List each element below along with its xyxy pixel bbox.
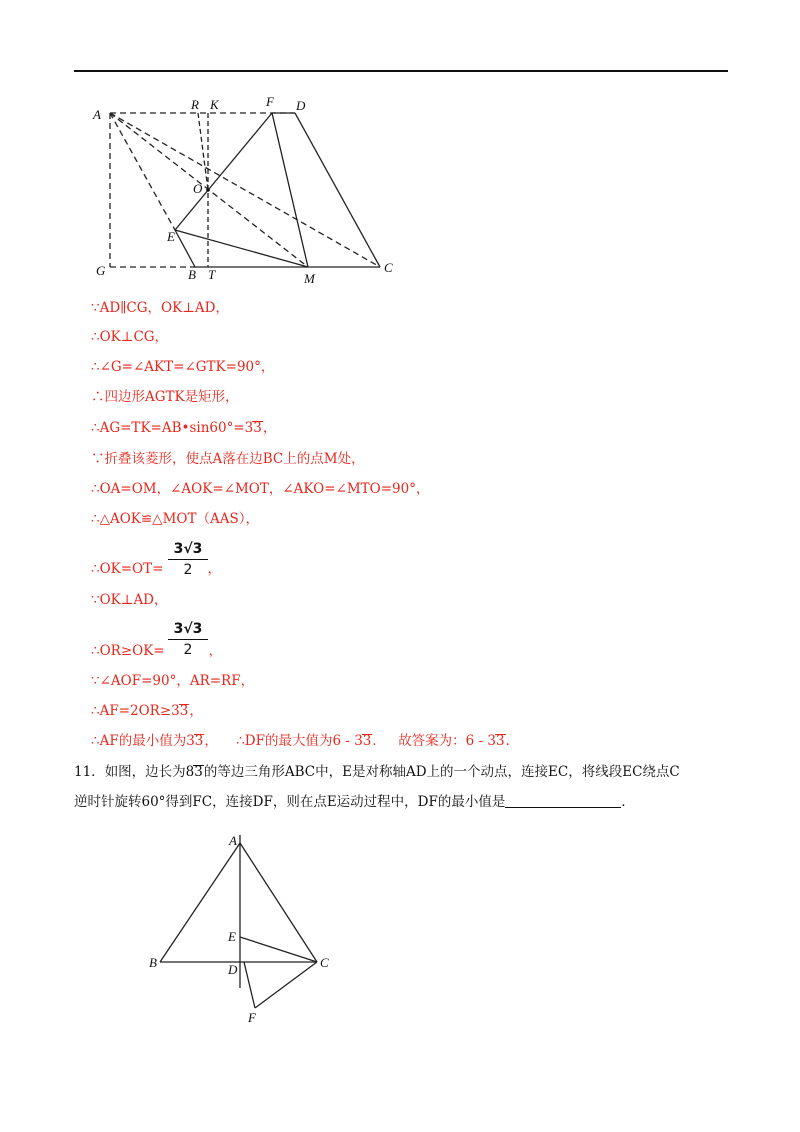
sqrt-symbol: 3 [253, 420, 262, 436]
label-O: O [193, 181, 203, 196]
label-T: T [208, 267, 216, 282]
solution-line-2: ∴OK⊥CG， [91, 329, 169, 345]
label-M: M [304, 271, 315, 286]
label-A: A [93, 107, 101, 122]
solution-line-11: ∴OR≥OK= ， [91, 643, 223, 659]
label-G: G [96, 263, 106, 278]
solution-line-14: ∴AF的最小值为33， ∴DF的最大值为6 - 33． 故答案为：6 - 33． [91, 733, 520, 749]
solution-line-6: ∵折叠该菱形，使点A落在边BC上的点M处， [91, 451, 365, 467]
solution-line-13: ∴AF=2OR≥33， [91, 703, 203, 719]
solution-line-8: ∴△AOK≌△MOT（AAS）， [91, 511, 259, 527]
label-D: D [296, 98, 306, 113]
solution-line-12: ∵∠AOF=90°，AR=RF， [91, 673, 255, 689]
fraction-1: 3√3 2 [168, 540, 208, 578]
solution-line-7: ∴OA=OM，∠AOK=∠MOT，∠AKO=∠MTO=90°， [91, 481, 430, 497]
label-F: F [266, 94, 274, 109]
solution-line-1: ∵AD∥CG，OK⊥AD， [91, 300, 229, 316]
label-K: K [210, 97, 219, 112]
solution-line-5: ∴AG=TK=AB•sin60°=33， [91, 420, 277, 436]
label2-A: A [229, 833, 237, 848]
solution-line-3: ∴∠G=∠AKT=∠GTK=90°， [91, 359, 275, 375]
problem-11-line-2: 逆时针旋转60°得到FC，连接DF，则在点E运动过程中，DF的最小值是 ． [74, 794, 635, 810]
label-E: E [167, 229, 175, 244]
solution-line-4: ∴四边形AGTK是矩形， [91, 389, 239, 405]
figure-rhombus-fold [85, 95, 415, 290]
solution-line-9: ∴OK=OT= ， [91, 561, 221, 577]
label-R: R [191, 97, 199, 112]
label2-F: F [248, 1010, 256, 1025]
problem-11-line-1: 11．如图，边长为83的等边三角形ABC中，E是对称轴AD上的一个动点，连接EC，将线段EC绕点C [74, 764, 680, 780]
label-B: B [188, 267, 196, 282]
label2-B: B [149, 955, 157, 970]
label-C: C [384, 260, 393, 275]
answer-blank[interactable] [505, 793, 621, 808]
label2-C: C [320, 955, 329, 970]
label2-E: E [228, 929, 236, 944]
label2-D: D [228, 962, 238, 977]
figure-equilateral-triangle [140, 825, 350, 1025]
header-rule [74, 70, 728, 72]
fraction-2: 3√3 2 [168, 620, 208, 658]
solution-line-10: ∵OK⊥AD， [91, 592, 168, 608]
